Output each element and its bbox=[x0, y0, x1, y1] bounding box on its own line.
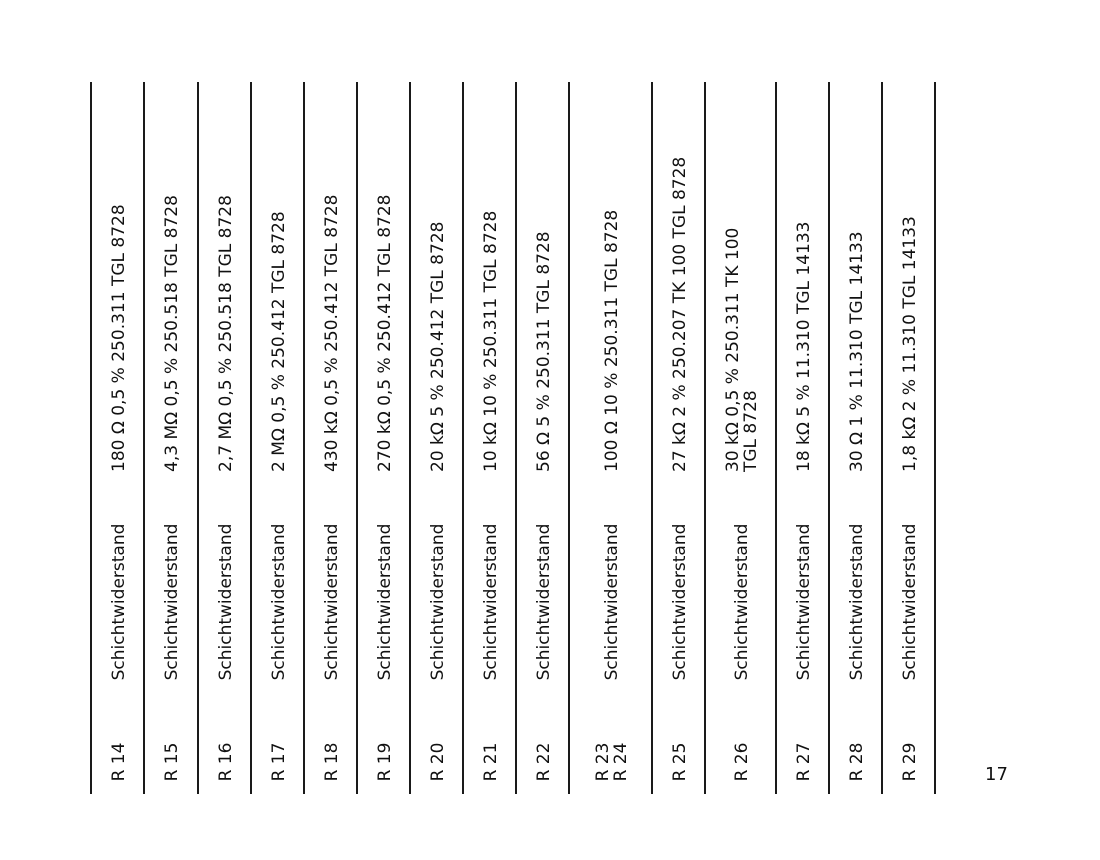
component-type: Schichtwiderstand bbox=[374, 523, 395, 681]
part-reference-line: R 19 bbox=[374, 742, 395, 782]
component-spec-line: 27 kΩ 2 % 250.207 TK 100 TGL 8728 bbox=[669, 156, 690, 472]
component-spec-line: 430 kΩ 0,5 % 250.412 TGL 8728 bbox=[321, 194, 342, 472]
part-reference-line: R 22 bbox=[533, 742, 554, 782]
part-reference-line: R 29 bbox=[899, 742, 920, 782]
parts-table bbox=[90, 82, 950, 802]
component-type: Schichtwiderstand bbox=[268, 523, 289, 681]
component-spec-line: 2,7 MΩ 0,5 % 250.518 TGL 8728 bbox=[215, 195, 236, 472]
part-reference-line: R 20 bbox=[427, 742, 448, 782]
part-reference-line: R 17 bbox=[268, 742, 289, 782]
part-reference-line: R 15 bbox=[162, 742, 182, 782]
part-reference-line: R 21 bbox=[480, 742, 501, 782]
part-reference-line: R 27 bbox=[793, 742, 814, 782]
part-reference bbox=[901, 743, 919, 782]
component-spec-line: 20 kΩ 5 % 250.412 TGL 8728 bbox=[427, 221, 448, 472]
component-spec-line: 56 Ω 5 % 250.311 TGL 8728 bbox=[533, 231, 554, 472]
component-spec-line: 30 Ω 1 % 11.310 TGL 14133 bbox=[846, 231, 867, 472]
part-reference-line: R 18 bbox=[321, 742, 342, 782]
component-spec-line: 2 MΩ 0,5 % 250.412 TGL 8728 bbox=[268, 211, 289, 472]
part-reference-line: R 28 bbox=[846, 742, 867, 782]
part-reference-line: R 25 bbox=[669, 742, 690, 782]
component-type: Schichtwiderstand bbox=[731, 523, 752, 681]
component-type: Schichtwiderstand bbox=[427, 523, 448, 681]
component-type: Schichtwiderstand bbox=[899, 523, 920, 681]
component-type: Schichtwiderstand bbox=[215, 523, 236, 681]
component-spec-line: 100 Ω 10 % 250.311 TGL 8728 bbox=[601, 209, 622, 472]
component-type: Schichtwiderstand bbox=[480, 523, 501, 681]
component-type: Schichtwiderstand bbox=[846, 523, 867, 681]
component-spec-line: TGL 8728 bbox=[740, 390, 761, 472]
component-spec-line: 18 kΩ 5 % 11.310 TGL 14133 bbox=[793, 221, 814, 472]
component-type: Schichtwiderstand bbox=[108, 523, 129, 681]
component-spec-line: 4,3 MΩ 0,5 % 250.518 TGL 8728 bbox=[162, 195, 182, 472]
component-spec-line: 1,8 kΩ 2 % 11.310 TGL 14133 bbox=[899, 216, 920, 472]
part-reference-line: R 26 bbox=[731, 742, 752, 782]
component-type: Schichtwiderstand bbox=[321, 523, 342, 681]
table-row bbox=[90, 82, 950, 802]
page-number: 17 bbox=[985, 764, 1008, 785]
part-reference-line: R 24 bbox=[610, 742, 631, 782]
component-spec-line: 270 kΩ 0,5 % 250.412 TGL 8728 bbox=[374, 194, 395, 472]
component-type: Schichtwiderstand bbox=[162, 523, 182, 681]
component-spec bbox=[901, 216, 919, 472]
component-type: Schichtwiderstand bbox=[793, 523, 814, 681]
component-spec-line: 180 Ω 0,5 % 250.311 TGL 8728 bbox=[108, 204, 129, 472]
component-spec-line: 10 kΩ 10 % 250.311 TGL 8728 bbox=[480, 210, 501, 472]
component-spec-line: 30 kΩ 0,5 % 250.311 TK 100 bbox=[722, 227, 743, 472]
component-type: Schichtwiderstand bbox=[601, 523, 622, 681]
component-type: Schichtwiderstand bbox=[669, 523, 690, 681]
part-reference-line: R 23 bbox=[592, 742, 613, 782]
part-reference-line: R 14 bbox=[108, 742, 129, 782]
component-type: Schichtwiderstand bbox=[533, 523, 554, 681]
part-reference-line: R 16 bbox=[215, 742, 236, 782]
